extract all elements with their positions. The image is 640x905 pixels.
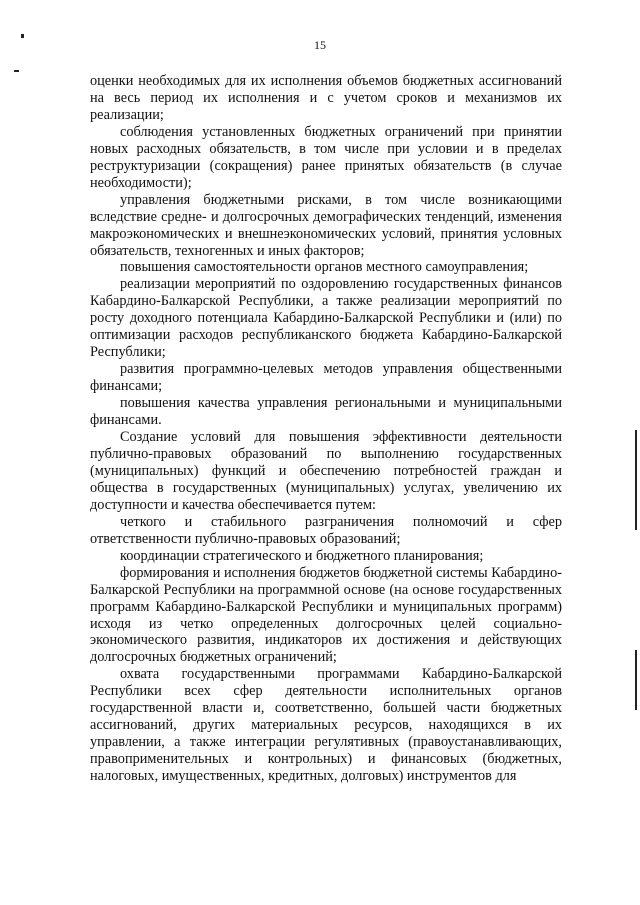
scan-mark-left	[14, 70, 19, 72]
paragraph-8: Создание условий для повышения эффективности деятельности публично-правовых образований по выполнению государственных (муниципальных) функций и обеспечению потребностей граждан и общества в государственных (муниципальных) услугах, увеличению их доступности и качества обеспечивается путем:	[90, 429, 562, 513]
paragraph-12: охвата государственными программами Кабардино-Балкарской Республики всех сфер деятельности исполнительных органов государственной власти и, соответственно, большей части бюджетных ассигнований, других материальных ресурсов, находящихся в их управлении, а также интеграции регулятивных (правоустанавливающих, правоприменительных и контрольных) и финансовых (бюджетных, налоговых, имущественных, кредитных, долговых) инструментов для	[90, 666, 562, 785]
paragraph-5: реализации мероприятий по оздоровлению государственных финансов Кабардино-Балкарской Республики, а также реализации мероприятий по росту доходного потенциала Кабардино-Балкарской Республики и (или) по оптимизации расходов республиканского бюджета Кабардино-Балкарской Республики;	[90, 276, 562, 361]
paragraph-11: формирования и исполнения бюджетов бюджетной системы Кабардино-Балкарской Республики на программной основе (на основе государственных программ Кабардино-Балкарской Республики и муниципальных программ) исходя из четко определенных долгосрочных целей социально-экономического развития, индикаторов их достижения и действующих долгосрочных бюджетных ограничений;	[90, 564, 562, 666]
paragraph-1: оценки необходимых для их исполнения объемов бюджетных ассигнований на весь период их исполнения и с учетом сроков и механизмов их реализации;	[90, 73, 562, 123]
page-number: 15	[314, 38, 326, 52]
paragraph-7: повышения качества управления региональными и муниципальными финансами.	[90, 395, 562, 429]
paragraph-6: развития программно-целевых методов управления общественными финансами;	[90, 361, 562, 395]
paragraph-9: четкого и стабильного разграничения полномочий и сфер ответственности публично-правовых образований;	[90, 513, 562, 547]
scan-mark-right-2	[635, 650, 637, 710]
paragraph-10: координации стратегического и бюджетного планирования;	[120, 547, 484, 564]
scan-mark-right-1	[635, 430, 637, 530]
scan-mark-top-left	[21, 34, 24, 38]
paragraph-4: повышения самостоятельности органов местного самоуправления;	[120, 259, 529, 276]
paragraph-3: управления бюджетными рисками, в том числе возникающими вследствие средне- и долгосрочных демографических тенденций, изменения макроэкономических и внешнеэкономических условий, принятия условных обязательств, техногенных и иных факторов;	[90, 191, 562, 259]
paragraph-2: соблюдения установленных бюджетных ограничений при принятии новых расходных обязательств, в том числе при условии и в пределах реструктуризации (сокращения) ранее принятых обязательств (в случае необходимости);	[90, 123, 562, 191]
document-body	[90, 73, 562, 785]
